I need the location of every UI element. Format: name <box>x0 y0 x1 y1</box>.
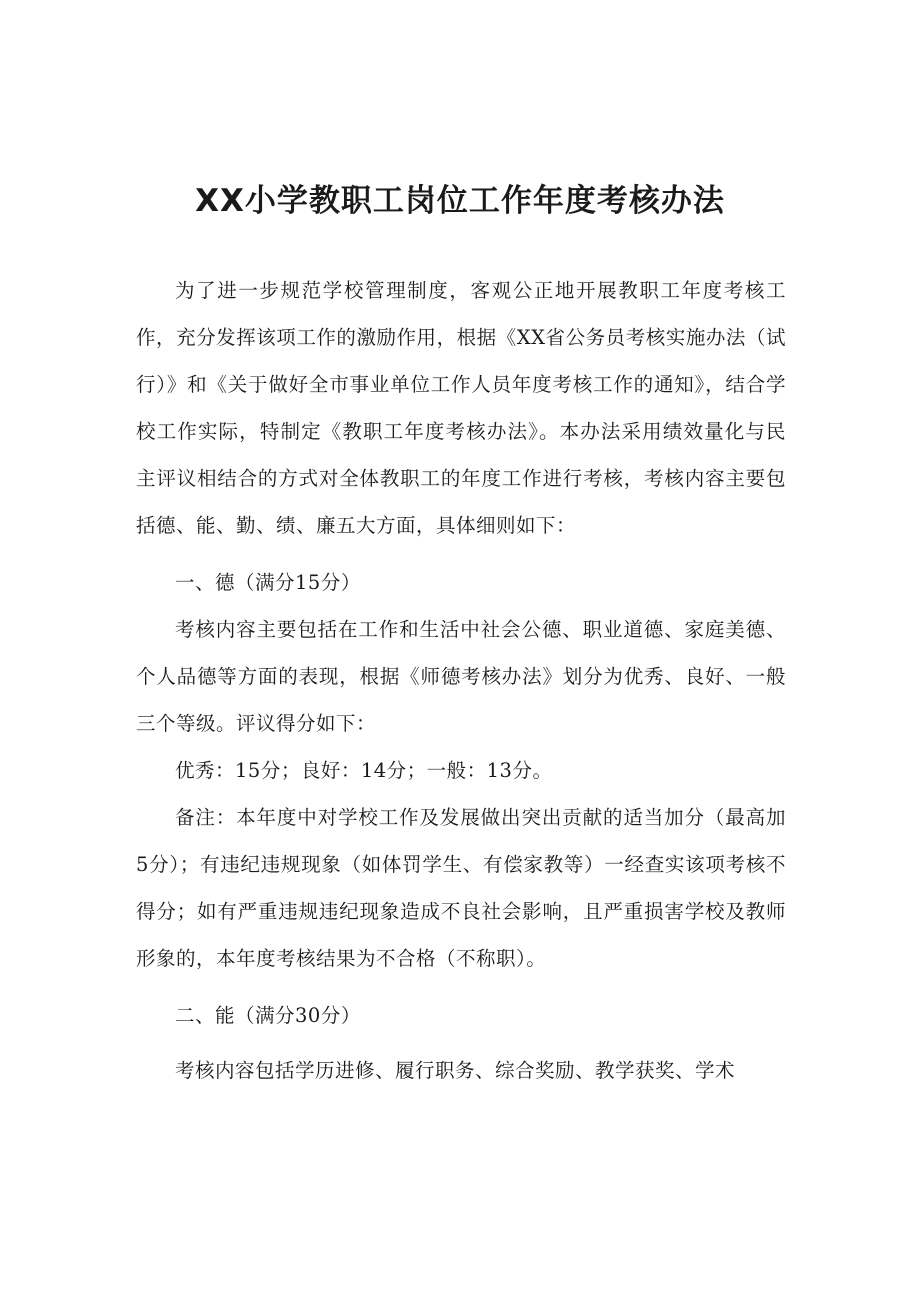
document-body <box>136 267 786 1094</box>
document-title: XX小学教职工岗位工作年度考核办法 <box>195 183 725 219</box>
intro-paragraph: 为了进一步规范学校管理制度，客观公正地开展教职工年度考核工作，充分发挥该项工作的激励作用，根据《XX省公务员考核实施办法（试行）》和《关于做好全市事业单位工作人员年度考核工作的通知》，结合学校工作实际，特制定《教职工年度考核办法》。本办法采用绩效量化与民主评议相结合的方式对全体教职工的年度工作进行考核，考核内容主要包括德、能、勤、绩、廉五大方面，具体细则如下： <box>136 279 786 537</box>
section-heading-de: 一、德（满分15分） <box>175 571 361 594</box>
de-description-paragraph: 考核内容主要包括在工作和生活中社会公德、职业道德、家庭美德、个人品德等方面的表现，根据《师德考核办法》划分为优秀、良好、一般三个等级。评议得分如下： <box>136 618 786 735</box>
de-note-paragraph: 备注：本年度中对学校工作及发展做出突出贡献的适当加分（最高加5分）；有违纪违规现象（如体罚学生、有偿家教等）一经查实该项考核不得分；如有严重违规违纪现象造成不良社会影响，且严重损害学校及教师形象的，本年度考核结果为不合格（不称职）。 <box>136 806 786 970</box>
neng-description-paragraph: 考核内容包括学历进修、履行职务、综合奖励、教学获奖、学术 <box>175 1059 736 1082</box>
section-heading-neng: 二、能（满分30分） <box>175 1004 361 1027</box>
de-score-paragraph: 优秀：15分；良好：14分；一般：13分。 <box>175 759 553 782</box>
